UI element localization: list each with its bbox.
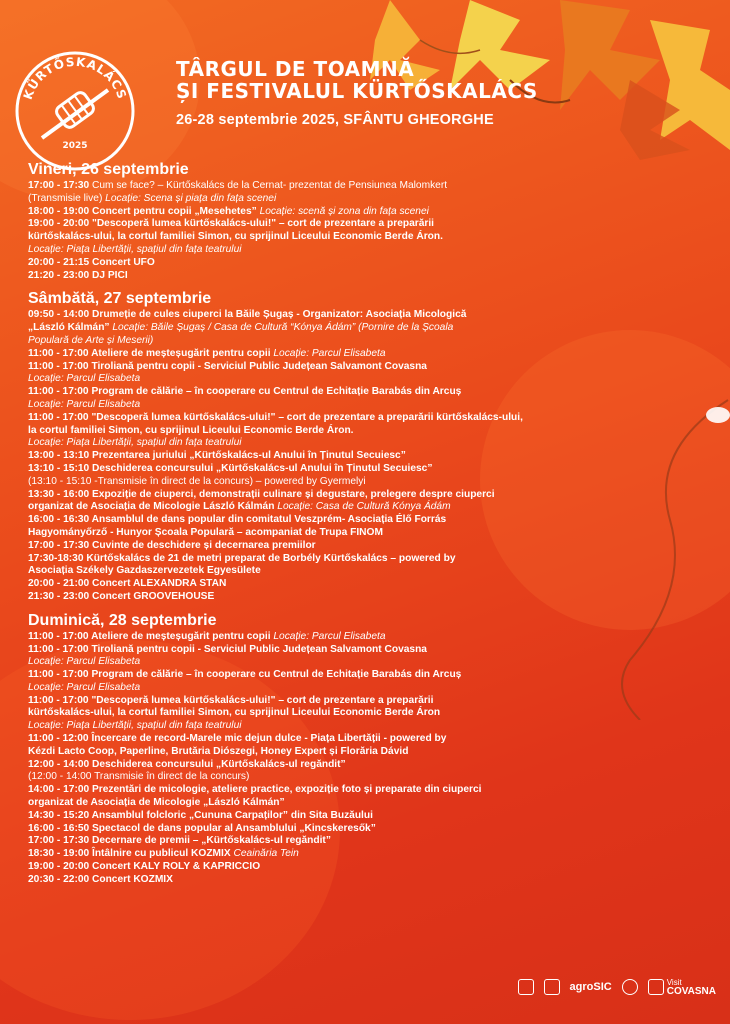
schedule-line <box>28 784 718 797</box>
event-text: 12:00 - 14:00 Deschiderea concursului „Kürtőskalács-ul regăndit” <box>28 758 346 770</box>
schedule-line <box>28 874 718 887</box>
visit-text: Visit <box>666 978 682 987</box>
schedule <box>28 161 718 887</box>
location-text: Locație: Băile Șugaș / Casa de Cultură “Kónya Ádám” (Pornire de la Școala <box>112 322 454 334</box>
event-header <box>176 58 538 128</box>
event-text: Ateliere de meșteșugărit pentru copii <box>91 630 274 642</box>
schedule-line <box>28 514 718 527</box>
event-text: 17:30-18:30 <box>28 552 87 564</box>
event-text: Program de călărie – în cooperare cu Centrul de Echitație Barabás din Arcuș <box>91 669 462 681</box>
sponsor-logo-municipality <box>544 979 560 995</box>
schedule-line <box>28 322 718 335</box>
schedule-line <box>28 412 718 425</box>
schedule-line <box>28 527 718 540</box>
event-text: 19:00 - 20:00 <box>28 218 92 230</box>
event-text: kürtőskalács-ului, la cortul familiei Simon, cu sprijinul Liceului Economic Berde Áron <box>28 707 441 719</box>
sponsor-logo-arcus <box>622 979 638 995</box>
schedule-line <box>28 707 718 720</box>
event-text: 17:00 - 17:30 <box>28 835 92 847</box>
location-text: Locație: Casa de Cultură Kónya Ádám <box>277 501 451 513</box>
schedule-line <box>28 361 718 374</box>
event-text: 17:00 - 17:30 <box>28 180 92 191</box>
event-text: 11:00 - 12:00 <box>28 733 92 745</box>
location-text: Locație: Parcul Elisabeta <box>28 656 141 668</box>
schedule-line <box>28 437 718 450</box>
event-text: 21:30 - 23:00 Concert GROOVEHOUSE <box>28 590 215 602</box>
location-text: Locație: Scena și piața din fața scenei <box>105 192 277 204</box>
location-text: Locație: Parcul Elisabeta <box>273 630 386 642</box>
schedule-line <box>28 669 718 682</box>
schedule-line <box>28 257 718 270</box>
event-text: 21:20 - 23:00 DJ PICI <box>28 269 128 281</box>
sponsor-logo-visit-covasna <box>648 978 716 996</box>
event-dates-location: 26-28 septembrie 2025, SFÂNTU GHEORGHE <box>176 112 494 128</box>
event-text: 13:30 - 16:00 <box>28 488 92 500</box>
schedule-line <box>28 848 718 861</box>
festival-logo <box>12 48 138 174</box>
schedule-line <box>28 244 718 257</box>
event-text: "Descoperă lumea kürtőskalács-ului!" – cort de prezentare a preparării <box>92 218 435 230</box>
schedule-line <box>28 553 718 566</box>
event-text: 16:00 - 16:50 <box>28 822 92 834</box>
day-heading: Vineri, 26 septembrie <box>28 161 189 178</box>
schedule-line <box>28 631 718 644</box>
schedule-line <box>28 656 718 669</box>
event-text: din Sita Buzăului <box>290 809 373 821</box>
logo-arc-text: KÜRTŐSKALÁCS <box>20 54 130 102</box>
schedule-line <box>28 835 718 848</box>
event-text: 19:00 - 20:00 Concert KALY ROLY & KAPRICCIO <box>28 861 261 873</box>
location-text: Populară de Arte și Meserii) <box>28 334 154 346</box>
event-text: Kürtőskalács de 21 de metri preparat de Borbély Kürtőskalács – powered by <box>86 552 456 564</box>
event-text: Kézdi Lacto Coop, Paperline, Brutăria Diószegi, Honey Expert și Florăria Dávid <box>28 745 409 757</box>
event-text: 13:00 - 13:10 Prezentarea juriului „Kürtőskalács-ul Anului în Ținutul Secuiesc” <box>28 450 406 462</box>
schedule-line <box>28 823 718 836</box>
event-text: (12:00 - 14:00 Transmisie în direct de la concurs) <box>28 771 250 783</box>
schedule-line <box>28 810 718 823</box>
location-text: Ceainăria Tein <box>233 848 299 860</box>
covasna-text: COVASNA <box>666 986 716 997</box>
schedule-line <box>28 386 718 399</box>
schedule-line <box>28 231 718 244</box>
event-text: 11:00 - 17:00 <box>28 694 92 706</box>
schedule-line <box>28 682 718 695</box>
event-title-line-1: TÂRGUL DE TOAMNĂ <box>176 57 415 81</box>
location-text: Locație: scenă și zona din fața scenei <box>259 205 429 217</box>
event-text: 11:00 - 17:00 <box>28 386 92 398</box>
schedule-line <box>28 489 718 502</box>
schedule-line <box>28 399 718 412</box>
event-text: Cum se face? – Kürtőskalács de la Cernat- prezentat de Pensiunea Malomkert <box>92 180 448 191</box>
event-text: „László Kálmán” <box>28 322 113 334</box>
schedule-line <box>28 644 718 657</box>
schedule-line <box>28 501 718 514</box>
schedule-line <box>28 206 718 219</box>
schedule-line <box>28 578 718 591</box>
schedule-line <box>28 335 718 348</box>
event-text: Asociația Székely Gazdaszervezetek Egyesülete <box>28 565 261 577</box>
event-text: Spectacol de dans popular al Ansamblului „Kincskeresők” <box>92 822 376 834</box>
schedule-line <box>28 373 718 386</box>
day-heading: Sâmbătă, 27 septembrie <box>28 290 212 308</box>
event-title-line-2: ȘI FESTIVALUL KÜRTŐSKALÁCS <box>176 79 538 103</box>
location-text: Locație: Parcul Elisabeta <box>28 681 141 693</box>
event-text: 14:00 - 17:00 <box>28 784 92 796</box>
event-text: organizat de Asociația de Micologie László Kálmán <box>28 501 278 513</box>
sponsor-logo-county <box>518 979 534 995</box>
location-text: Locație: Parcul Elisabeta <box>273 347 386 359</box>
location-text: Locație: Parcul Elisabeta <box>28 398 141 410</box>
event-text: 20:00 - 21:00 Concert ALEXANDRA STAN <box>28 578 227 590</box>
event-text: organizat de Asociația de Micologie „László Kálmán” <box>28 797 285 809</box>
schedule-line <box>28 476 718 489</box>
logo-year: 2025 <box>62 141 88 151</box>
event-text: (13:10 - 15:10 -Transmisie în direct de la concurs) – powered by Gyermelyi <box>28 475 366 487</box>
event-text: Tiroliană pentru copii - Serviciul Public Județean Salvamont Covasna <box>91 643 427 655</box>
schedule-line <box>28 180 718 193</box>
schedule-line <box>28 733 718 746</box>
schedule-line <box>28 218 718 231</box>
event-text: "Descoperă lumea kürtőskalács-ului!" – cort de prezentare a preparării kürtőskalács-ului, <box>91 411 523 423</box>
event-text: 11:00 - 17:00 <box>28 360 92 372</box>
event-text: 20:30 - 22:00 Concert KOZMIX <box>28 873 173 885</box>
location-text: Locație: Parcul Elisabeta <box>28 373 141 385</box>
event-text: 14:30 - 15:20 Ansamblul folcloric „Cununa Carpaților” <box>28 809 291 821</box>
schedule-line <box>28 720 718 733</box>
schedule-line <box>28 193 718 206</box>
event-text: Prezentări de micologie, ateliere practice, expoziție foto și preparate din ciuperci <box>92 784 482 796</box>
event-text: "Descoperă lumea kürtőskalács-ului!" – cort de prezentare a preparării <box>91 694 434 706</box>
event-text: 11:00 - 17:00 <box>28 669 92 681</box>
schedule-line <box>28 565 718 578</box>
event-text: 17:00 - 17:30 Cuvinte de deschidere și decernarea premiilor <box>28 539 316 551</box>
schedule-line <box>28 861 718 874</box>
schedule-line <box>28 540 718 553</box>
event-text: 18:30 - 19:00 <box>28 848 92 860</box>
location-text: Locație: Piața Libertății, spațiul din fața teatrului <box>28 243 242 255</box>
schedule-line <box>28 270 718 283</box>
schedule-line <box>28 450 718 463</box>
schedule-line <box>28 309 718 322</box>
event-text: 11:00 - 17:00 <box>28 630 92 642</box>
event-text: 09:50 - 14:00 Drumeție de cules ciuperci la Băile Șugaș - Organizator: Asociația Micologică <box>28 309 467 321</box>
event-text: 20:00 - 21:15 Concert UFO <box>28 256 155 268</box>
schedule-line <box>28 746 718 759</box>
event-text: kürtőskalács-ului, la cortul familiei Simon, cu sprijinul Liceului Economic Berde Áron. <box>28 231 443 243</box>
schedule-line <box>28 348 718 361</box>
event-text: 11:00 - 17:00 <box>28 643 92 655</box>
schedule-line <box>28 695 718 708</box>
event-text: Hagyományőrző - Hunyor Școala Populară – acompaniat de Trupa FINOM <box>28 526 383 538</box>
event-text: 13:10 - 15:10 Deschiderea concursului „Kürtőskalács-ul Anului în Ținutul Secuiesc” <box>28 462 433 474</box>
event-text: 11:00 - 17:00 <box>28 411 92 423</box>
schedule-line <box>28 425 718 438</box>
event-text: Tiroliană pentru copii - Serviciul Public Județean Salvamont Covasna <box>91 360 427 372</box>
event-text: Ateliere de meșteșugărit pentru copii <box>91 347 274 359</box>
sponsor-logo-agrosic: agroSIC <box>569 980 612 993</box>
schedule-line <box>28 797 718 810</box>
schedule-line <box>28 771 718 784</box>
event-text: Program de călărie – în cooperare cu Centrul de Echitație Barabás din Arcuș <box>91 386 462 398</box>
sponsor-logos <box>518 978 716 996</box>
schedule-line <box>28 759 718 772</box>
event-text: Încercare de record-Marele mic dejun dulce - Piața Libertății - powered by <box>91 733 447 745</box>
location-text: Locație: Piața Libertății, spațiul din fața teatrului <box>28 720 242 732</box>
event-text: 16:00 - 16:30 <box>28 514 92 526</box>
event-text: la cortul familiei Simon, cu sprijinul Liceului Economic Berde Áron. <box>28 424 354 436</box>
schedule-line <box>28 463 718 476</box>
event-text: Ansamblul de dans popular din comitatul Veszprém- Asociația Élő Forrás <box>91 514 447 526</box>
event-text: Întâlnire cu publicul KOZMIX <box>92 848 234 860</box>
event-text: 18:00 - 19:00 Concert pentru copii „Mesehetes” <box>28 205 260 217</box>
schedule-line <box>28 591 718 604</box>
day-heading: Duminică, 28 septembrie <box>28 611 217 629</box>
event-text: Decernare de premii – „Kürtőskalács-ul regăndit” <box>92 835 331 847</box>
event-text: 11:00 - 17:00 <box>28 347 92 359</box>
event-text: Expoziție de ciuperci, demonstrații culinare și degustare, prelegere despre ciuperci <box>92 488 495 500</box>
event-text: (Transmisie live) <box>28 192 106 204</box>
location-text: Locație: Piața Libertății, spațiul din fața teatrului <box>28 437 242 449</box>
